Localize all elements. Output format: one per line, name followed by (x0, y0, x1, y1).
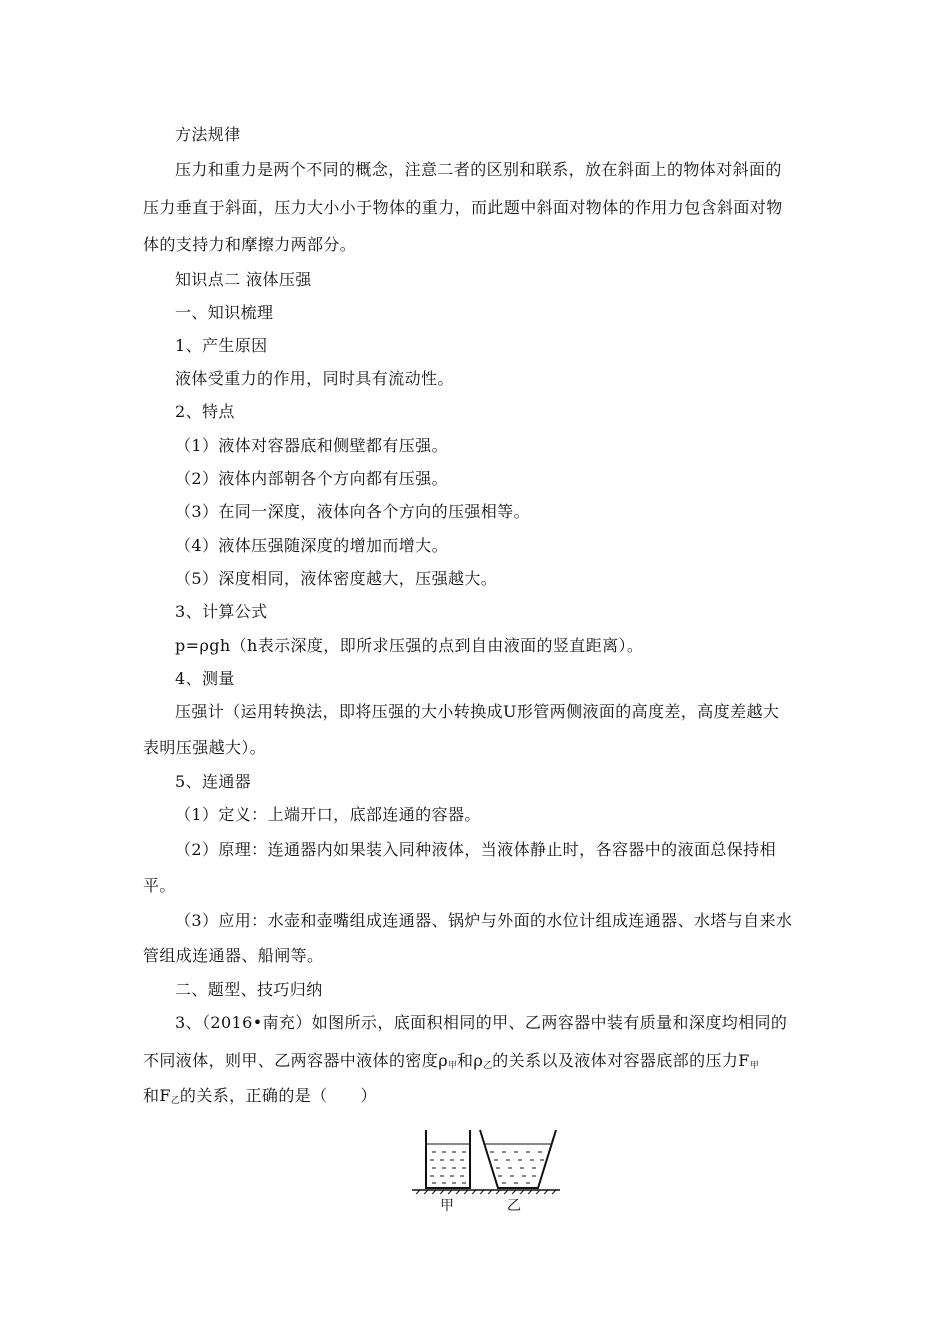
section-knowledge-review: 一、知识梳理 (175, 303, 274, 322)
formula-title: 3、计算公式 (175, 602, 268, 621)
feature-item: （3）在同一深度，液体向各个方向的压强相等。 (175, 502, 530, 521)
connector-title: 5、连通器 (175, 772, 252, 791)
method-heading: 方法规律 (175, 125, 241, 144)
measure-text-line-2: 表明压强越大）。 (143, 738, 267, 757)
container-yi (480, 1130, 556, 1188)
liquid-dashes-jia (430, 1152, 466, 1183)
subscript-jia: 甲 (749, 1061, 759, 1071)
connector-definition: （1）定义：上端开口，底部连通的容器。 (175, 805, 481, 824)
question-text: 和F (143, 1086, 171, 1105)
method-paragraph-line-2: 压力垂直于斜面，压力大小小于物体的重力，而此题中斜面对物体的作用力包含斜面对物 (143, 198, 783, 217)
subscript-yi: 乙 (170, 1096, 180, 1106)
knowledge-point-title: 知识点二 液体压强 (175, 270, 312, 289)
subscript-jia: 甲 (448, 1061, 458, 1071)
containers-diagram (410, 1122, 570, 1222)
feature-item: （1）液体对容器底和侧壁都有压强。 (175, 436, 448, 455)
containers-figure (410, 1122, 570, 1222)
method-paragraph-line-1: 压力和重力是两个不同的概念，注意二者的区别和联系，放在斜面上的物体对斜面的 (175, 160, 782, 179)
connector-principle-line-2: 平。 (143, 876, 176, 895)
measure-title: 4、测量 (175, 669, 235, 688)
feature-item: （4）液体压强随深度的增加而增大。 (175, 536, 448, 555)
question-text: 的关系，正确的是（ ） (179, 1086, 377, 1105)
label-yi: 乙 (507, 1198, 521, 1214)
feature-item: （2）液体内部朝各个方向都有压强。 (175, 469, 448, 488)
formula-text: p=ρgh（h表示深度，即所求压强的点到自由液面的竖直距离）。 (175, 636, 644, 655)
cause-text: 液体受重力的作用，同时具有流动性。 (175, 369, 454, 388)
section-question-types: 二、题型、技巧归纳 (175, 980, 323, 999)
question-text: 和ρ (457, 1051, 484, 1070)
question-text: 的关系以及液体对容器底部的压力F (492, 1051, 750, 1070)
question-text: 不同液体，则甲、乙两容器中液体的密度ρ (143, 1051, 449, 1070)
subscript-yi: 乙 (483, 1061, 493, 1071)
connector-application-line-1: （3）应用：水壶和壶嘴组成连通器、锅炉与外面的水位计组成连通器、水塔与自来水 (175, 911, 793, 930)
container-jia (426, 1130, 470, 1188)
features-title: 2、特点 (175, 402, 235, 421)
label-jia: 甲 (440, 1198, 454, 1214)
connector-principle-line-1: （2）原理：连通器内如果装入同种液体，当液体静止时，各容器中的液面总保持相 (175, 840, 776, 859)
cause-title: 1、产生原因 (175, 336, 268, 355)
connector-application-line-2: 管组成连通器、船闸等。 (143, 946, 324, 965)
liquid-dashes-yi (490, 1152, 544, 1183)
method-paragraph-line-3: 体的支持力和摩擦力两部分。 (143, 235, 357, 254)
feature-item: （5）深度相同，液体密度越大，压强越大。 (175, 569, 498, 588)
question-line-1: 3、（2016•南充）如图所示，底面积相同的甲、乙两容器中装有质量和深度均相同的 (175, 1013, 788, 1032)
measure-text-line-1: 压强计（运用转换法，即将压强的大小转换成U形管两侧液面的高度差，高度差越大 (175, 702, 780, 721)
question-line-3 (143, 1086, 377, 1111)
question-line-2 (143, 1051, 759, 1076)
